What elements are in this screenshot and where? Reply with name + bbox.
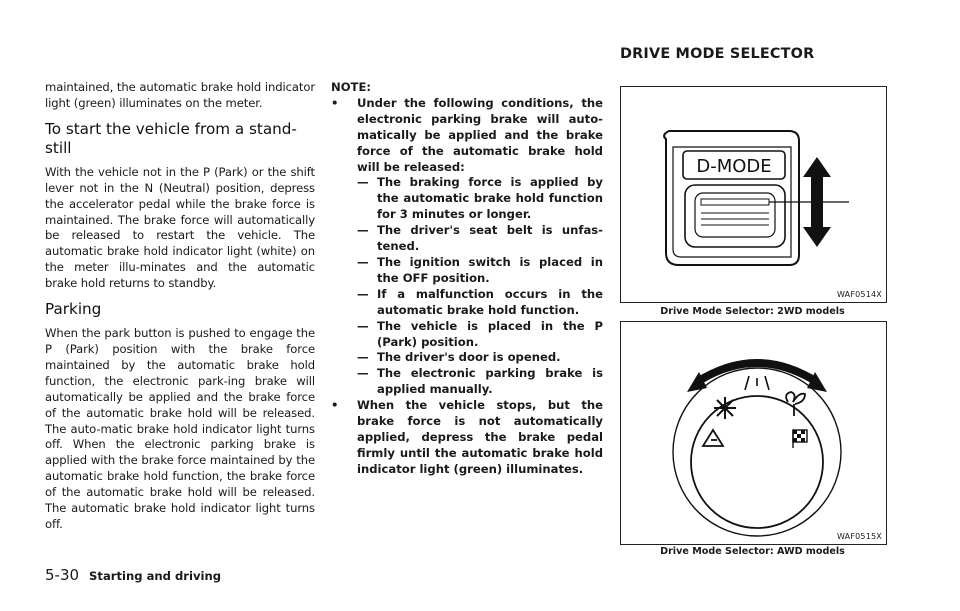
- drive-mode-dial-illustration: [621, 322, 886, 544]
- figure-caption-awd: Drive Mode Selector: AWD models: [660, 546, 845, 557]
- dash-marker: —: [357, 350, 369, 365]
- note-bullet-2: [331, 398, 603, 478]
- sub-item-text: The ignition switch is placed in the OFF position.: [377, 254, 603, 285]
- d-mode-label: D-MODE: [696, 156, 772, 177]
- sub-item: [357, 175, 603, 223]
- sub-item: [357, 223, 603, 255]
- sub-item: [357, 319, 603, 351]
- sub-item-text: The braking force is applied by the automatic brake hold function for 3 minutes or longer.: [377, 175, 603, 222]
- sport-flag-icon: [793, 430, 807, 448]
- parking-paragraph: When the park button is pushed to engage the P (Park) position with the brake force maintained by the automatic brake hold function, the electronic park-ing brake will automatically be applied and the brake force of the automatic brake hold will be released. The auto-matic brake hold indicator light turns off. When the electronic parking brake is applied with the brake force maintained by the automatic brake hold function, the brake force of the automatic brake hold will be released. The automatic brake hold indicator light turns off.: [45, 326, 315, 531]
- sub-item: [357, 287, 603, 319]
- sub-item-text: The driver's seat belt is unfas-tened.: [377, 223, 603, 254]
- section-title: DRIVE MODE SELECTOR: [620, 46, 815, 62]
- heading-parking: Parking: [45, 300, 102, 319]
- dash-marker: —: [357, 175, 369, 190]
- off-road-mode-icon: [703, 430, 723, 446]
- middle-column: [331, 80, 603, 478]
- bullet-text: Under the following conditions, the electronic parking brake will auto-matically be applied and the brake force of the automatic brake hold will be released:: [357, 95, 603, 174]
- figure-caption-2wd: Drive Mode Selector: 2WD models: [660, 306, 845, 317]
- bullet-marker: •: [331, 398, 339, 413]
- figure-code: WAF0514X: [837, 290, 882, 299]
- figure-2wd: [620, 86, 887, 303]
- d-mode-switch-illustration: [621, 87, 886, 302]
- figure-awd: [620, 321, 887, 545]
- figure-code: WAF0515X: [837, 532, 882, 541]
- bullet-text: When the vehicle stops, but the brake force is not automatically applied, depress the brake pedal firmly until the automatic brake hold indicator light (green) illuminates.: [357, 398, 603, 476]
- dash-marker: —: [357, 286, 369, 301]
- road-mode-icon: [745, 376, 769, 390]
- sub-item-text: The electronic parking brake is applied manually.: [377, 366, 603, 397]
- dash-marker: —: [357, 223, 369, 238]
- standstill-paragraph: With the vehicle not in the P (Park) or the shift lever not in the N (Neutral) position, depress the accelerator pedal while the brake force is maintained. The brake force will automatically be released to restart the vehicle. The automatic brake hold indicator light (white) on the meter illu-minates and the automatic brake hold returns to standby.: [45, 164, 315, 291]
- footer-title: Starting and driving: [89, 569, 222, 583]
- heading-standstill: To start the vehicle from a stand-still: [45, 119, 297, 157]
- dash-marker: —: [357, 318, 369, 333]
- sub-item: [357, 350, 603, 366]
- sub-item: [357, 255, 603, 287]
- sub-item-text: The driver's door is opened.: [377, 350, 561, 365]
- snow-mode-icon: [714, 397, 736, 419]
- bullet-marker: •: [331, 95, 339, 110]
- sub-item-text: If a malfunction occurs in the automatic brake hold function.: [377, 286, 603, 317]
- dash-marker: —: [357, 366, 369, 381]
- page-footer: [45, 566, 221, 584]
- intro-paragraph: maintained, the automatic brake hold indicator light (green) illuminates on the meter.: [45, 80, 315, 110]
- page-number: 5-30: [45, 566, 80, 584]
- note-label: NOTE:: [331, 80, 372, 94]
- sub-item: [357, 366, 603, 398]
- left-column: [45, 80, 315, 541]
- note-bullet-1: [331, 96, 603, 176]
- dash-marker: —: [357, 254, 369, 269]
- sub-item-text: The vehicle is placed in the P (Park) position.: [377, 318, 603, 349]
